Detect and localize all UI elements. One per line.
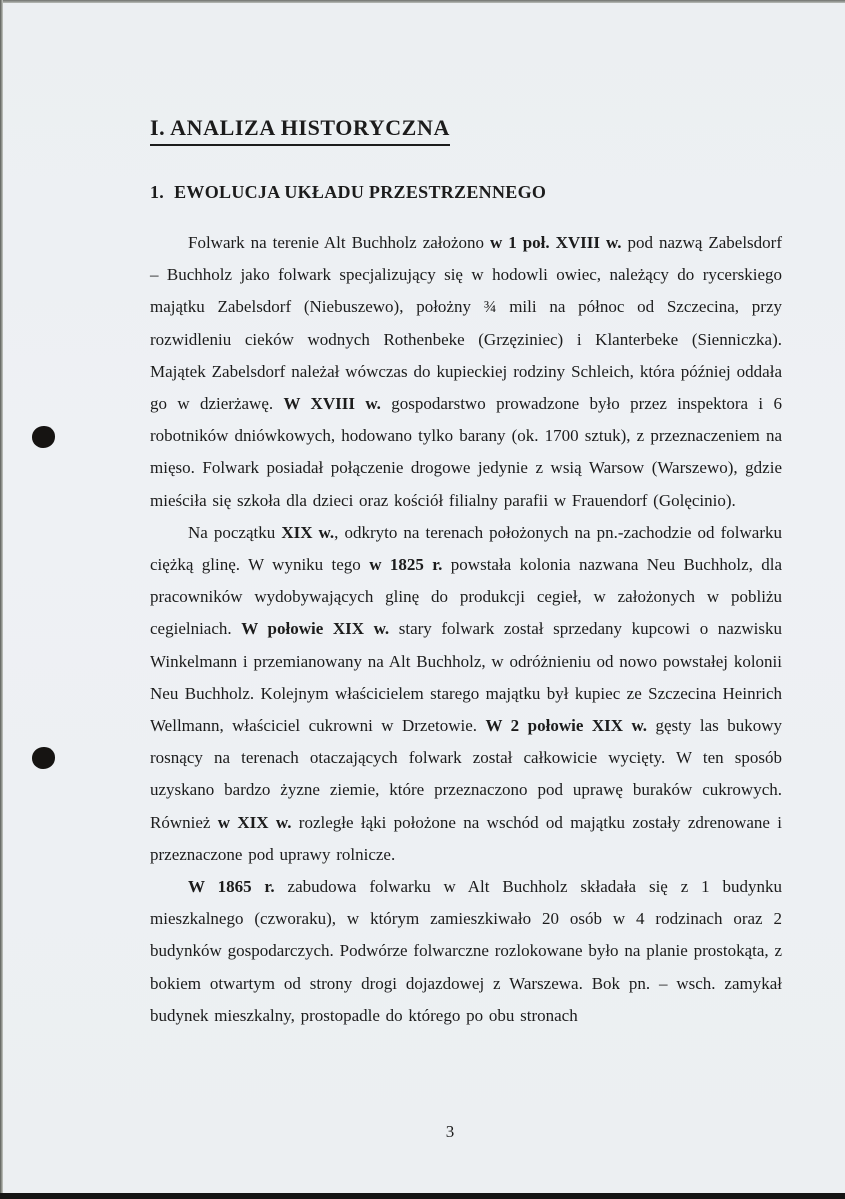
paragraph-3 — [150, 871, 782, 1032]
section-label: EWOLUCJA UKŁADU PRZESTRZENNEGO — [174, 181, 547, 202]
punch-hole-bottom — [32, 747, 55, 769]
text-run: zabudowa folwarku w Alt Buchholz składała się z 1 budynku mieszkalnego (czworaku), w którym zamieszkiwało 20 osób w 4 rodzinach oraz 2 budynków gospodarczych. Podwórze folwarczne rozlokowane było na planie prostokąta, z bokiem otwartym od strony drogi dojazdowej z Warszewa. Bok pn. – wsch. zamykał budynek mieszkalny, prostopadle do którego po obu stronach — [150, 877, 782, 1025]
bold-text-run: w 1825 r. — [369, 555, 443, 575]
text-run: powstała kolonia nazwana Neu Buchholz, dla pracowników wydobywających glinę do produkcji cegieł, w założonych w pobliżu cegielniach. — [150, 555, 783, 639]
text-run: Na początku — [188, 522, 282, 542]
text-run: gęsty las bukowy rosnący na terenach otaczających folwark został całkowicie wycięty. W ten sposób uzyskano bardzo żyzne ziemie, które przeznaczono pod uprawę buraków cukrowych. Również — [150, 716, 782, 832]
bold-text-run: W połowie XIX w. — [241, 619, 390, 639]
text-run: stary folwark został sprzedany kupcowi o nazwisku Winkelmann i przemianowany na Alt Buchholz, w odróżnieniu od nowo powstałej kolonii Neu Buchholz. Kolejnym właścicielem starego majątku był kupiec ze Szczecina Heinrich Wellmann, właściciel cukrowni w Drzetowie. — [150, 619, 782, 736]
chapter-title: I. ANALIZA HISTORYCZNA — [150, 115, 450, 146]
text-run: Folwark na terenie Alt Buchholz założono — [188, 233, 491, 252]
bold-text-run: w XIX w. — [217, 812, 292, 832]
bold-text-run: W XVIII w. — [283, 394, 381, 414]
section-number: 1. — [150, 181, 165, 202]
paragraph-1 — [150, 227, 782, 517]
text-run: gospodarstwo prowadzone było przez inspektora i 6 robotników dniówkowych, hodowano tylko barany (ok. 1700 sztuk), z przeznaczeniem na mięso. Folwark posiadał połączenie drogowe jedynie z wsią Warsow (Warszewo), gdzie mieściła się szkoła dla dzieci oraz kościół filialny parafii w Frauendorf (Golęcinio). — [150, 394, 782, 510]
bold-text-run: W 1865 r. — [188, 877, 275, 897]
page-number: 3 — [445, 1122, 455, 1141]
text-run: , odkryto na terenach położonych na pn.-zachodzie od folwarku ciężką glinę. W wyniku tego — [150, 522, 782, 575]
scan-edge-bottom — [0, 1193, 845, 1199]
section-heading — [150, 182, 546, 203]
paragraph-2 — [150, 517, 782, 871]
punch-hole-top — [32, 426, 55, 448]
bold-text-run: w 1 poł. XVIII w. — [490, 233, 622, 252]
scan-edge-top — [0, 0, 845, 3]
scan-edge-left — [0, 0, 3, 1199]
bold-text-run: W 2 połowie XIX w. — [485, 716, 648, 736]
text-run: pod nazwą Zabelsdorf – Buchholz jako folwark specjalizujący się w hodowli owiec, należący do rycerskiego majątku Zabelsdorf (Niebuszewo), położny ¾ mili na północ od Szczecina, przy rozwidleniu cieków wodnych Rothenbeke (Grzęziniec) i Klanterbeke (Sienniczka). Majątek Zabelsdorf należał wówczas do kupieckiej rodziny Schleich, która później oddała go w dzierżawę. — [150, 233, 782, 414]
bold-text-run: XIX w. — [281, 522, 335, 542]
text-run: rozległe łąki położone na wschód od majątku zostały zdrenowane i przeznaczone pod uprawy rolnicze. — [150, 812, 782, 864]
body-text-block — [150, 227, 782, 1032]
